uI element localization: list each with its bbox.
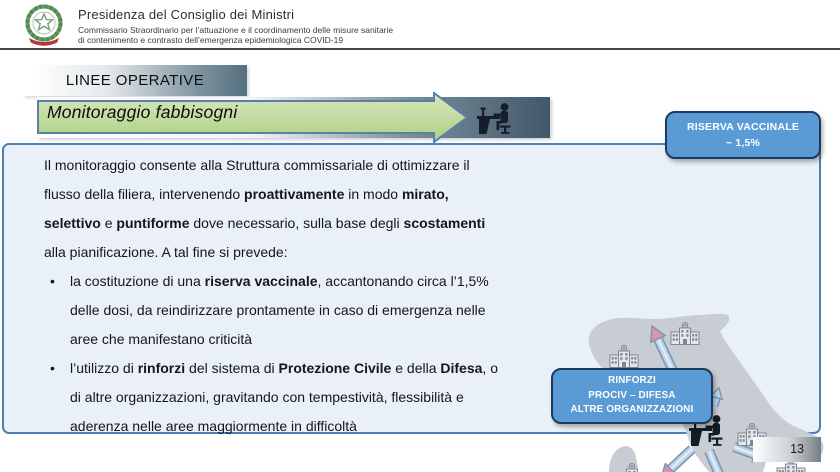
bullet-item-riserva: • la costituzione di una riserva vaccinale, accantonando circa l’1,5% delle dosi, da reindirizzare prontamente in caso di emergenza nelle aree che manifestano criticità [44,267,574,354]
page-number-value: 13 [790,442,804,456]
header-title: Presidenza del Consiglio dei Ministri [78,7,295,22]
bullet-item-rinforzi: • l’utilizzo di rinforzi del sistema di Protezione Civile e della Difesa, o di altre organizzazioni, gravitando con tempestività, flessibilità e aderenza nelle aree maggiormente in difficoltà [44,354,574,441]
header-subtitle-line1: Commissario Straordinario per l’attuazione e il coordinamento delle misure sanitarie [78,25,394,35]
riserva-vaccinale-callout [665,111,821,159]
title-band [37,97,550,138]
slide-title: Monitoraggio fabbisogni [47,102,238,122]
header-text [78,7,393,45]
supply-arrow-sardinia [661,449,692,472]
callout-line: ALTRE ORGANIZZAZIONI [570,404,694,416]
callout-line: PROCIV – DIFESA [588,389,676,401]
bullet-list [44,267,574,441]
page-number [753,437,821,462]
callout-line: RINFORZI [608,375,656,387]
callout-line: ~ 1,5% [725,137,761,149]
body-text [44,151,574,441]
rinforzi-callout [551,368,713,424]
italy-emblem-logo [21,3,67,47]
section-banner: LINEE OPERATIVE [23,65,247,96]
header-subtitle-line2: di contenimento e contrasto dell’emergenza epidemiologica COVID-19 [78,35,344,45]
header-divider [0,48,840,50]
intro-paragraph: Il monitoraggio consente alla Struttura commissariale di ottimizzare il flusso della filiera, intervenendo proattivamente in modo mirato, selettivo e puntiforme dove necessario, sulla base degli scostamenti alla pianificazione. A tal fine si prevede: [44,157,486,260]
callout-line: RISERVA VACCINALE [686,121,800,133]
person-at-desk-icon [477,101,513,135]
